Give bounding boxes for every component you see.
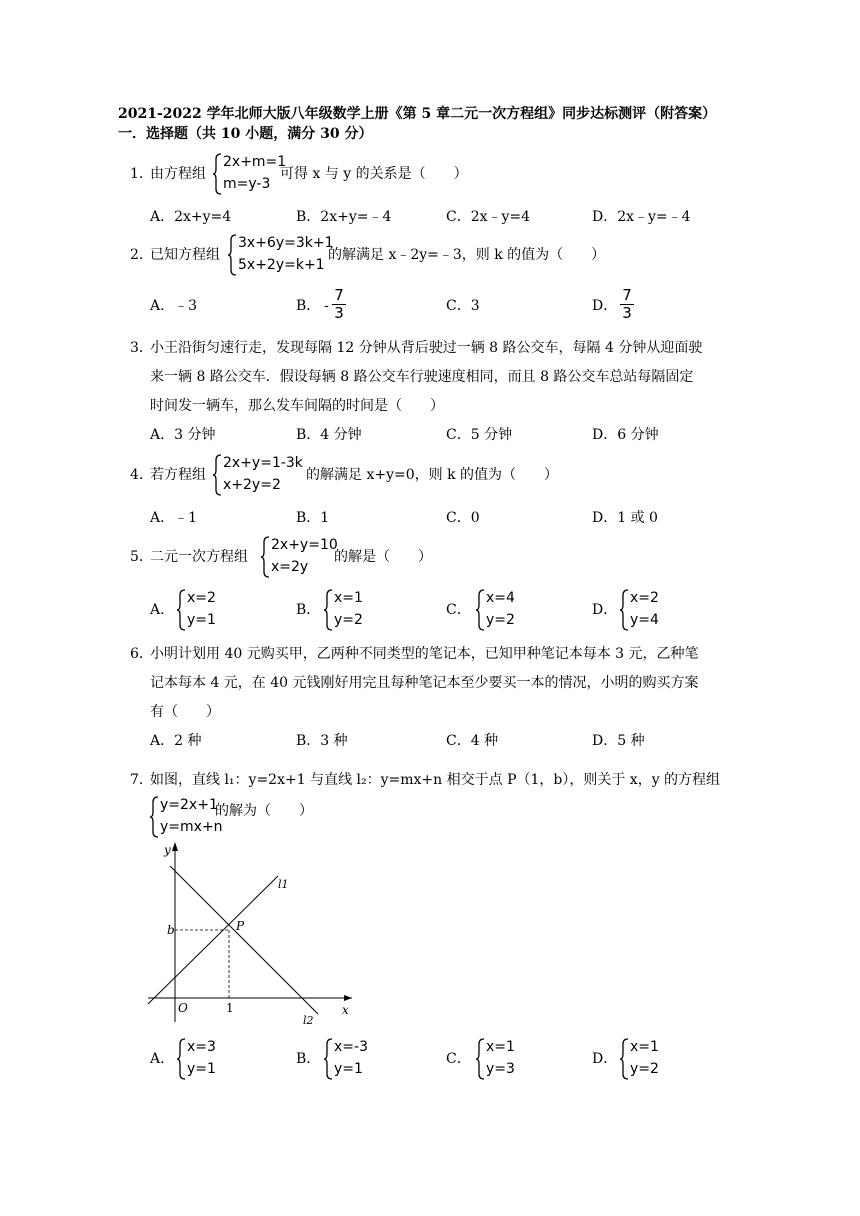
question-number: 7．	[130, 772, 153, 788]
option-c[interactable]: C．	[446, 1051, 471, 1067]
l1-label: l1	[278, 878, 289, 891]
equation-line: y=3	[486, 1061, 515, 1077]
option-c-system[interactable]	[476, 1038, 526, 1080]
question-number: 5．	[130, 549, 153, 565]
option-a[interactable]: A．2 种	[150, 733, 202, 749]
question-prefix: 若方程组	[150, 467, 206, 483]
option-c[interactable]: C．0	[446, 510, 480, 526]
question-line: 时间发一辆车，那么发车间隔的时间是（ ）	[150, 398, 444, 414]
equation-line: 2x+m=1	[223, 154, 287, 170]
equation-line: x=-3	[334, 1039, 368, 1055]
fraction-sign: -	[324, 298, 329, 314]
brace-icon	[324, 589, 334, 631]
option-a[interactable]: A．2x+y=4	[150, 209, 232, 225]
question-prefix: 由方程组	[150, 166, 206, 182]
section-heading: 一．选择题（共 10 小题，满分 30 分）	[118, 126, 373, 142]
fraction-numerator: 7	[622, 286, 632, 304]
coordinate-figure	[140, 838, 360, 1028]
equation-system	[261, 536, 336, 578]
option-b[interactable]: B．	[296, 298, 321, 314]
option-a[interactable]: A．﹣3	[150, 298, 198, 314]
option-c[interactable]: C．	[446, 602, 471, 618]
question-number: 4．	[130, 467, 153, 483]
brace-icon	[620, 1038, 630, 1080]
brace-icon	[476, 1038, 486, 1080]
equation-line: y=1	[334, 1061, 363, 1077]
equation-line: x=1	[630, 1039, 659, 1055]
option-d-system[interactable]	[620, 589, 670, 631]
option-a[interactable]: A．	[150, 602, 175, 618]
option-a[interactable]: A．﹣1	[150, 510, 198, 526]
option-c-system[interactable]	[476, 589, 526, 631]
question-suffix: 的解为（ ）	[215, 803, 313, 819]
equation-line: 2x+y=10	[271, 537, 338, 553]
equation-line: y=mx+n	[160, 819, 223, 835]
equation-line: 2x+y=1-3k	[223, 455, 303, 471]
equation-line: x=2	[187, 590, 216, 606]
option-d[interactable]: D．	[592, 298, 618, 314]
equation-line: y=2	[630, 1061, 659, 1077]
equation-line: y=1	[187, 612, 216, 628]
option-a-system[interactable]	[177, 1038, 227, 1080]
option-a-system[interactable]	[177, 589, 227, 631]
brace-icon	[261, 536, 271, 578]
fraction-b	[332, 287, 346, 322]
x-axis-arrow	[344, 995, 352, 1001]
origin-label: O	[178, 1001, 188, 1015]
line-l1	[148, 876, 278, 1004]
option-a[interactable]: A．3 分钟	[150, 427, 216, 443]
question-number: 6．	[130, 646, 153, 662]
question-line: 如图，直线 l₁：y=2x+1 与直线 l₂：y=mx+n 相交于点 P（1，b），则关于 x，y 的方程组	[150, 772, 721, 788]
question-line: 小明计划用 40 元购买甲，乙两种不同类型的笔记本，已知甲种笔记本每本 3 元，乙种笔	[150, 646, 699, 662]
y-tick-label: b	[167, 923, 175, 937]
question-suffix: 可得 x 与 y 的关系是（ ）	[280, 166, 468, 182]
l2-label: l2	[303, 1014, 314, 1027]
option-b[interactable]: B．2x+y=﹣4	[296, 209, 392, 225]
question-line: 有（ ）	[150, 704, 220, 720]
equation-line: y=1	[187, 1061, 216, 1077]
equation-line: x=1	[334, 590, 363, 606]
option-d[interactable]: D．2x﹣y=﹣4	[592, 209, 691, 225]
fraction-denominator: 3	[332, 304, 346, 322]
fraction-d	[620, 287, 634, 322]
option-d[interactable]: D．	[592, 1051, 618, 1067]
y-axis-arrow	[172, 842, 178, 851]
brace-icon	[177, 1038, 187, 1080]
equation-line: x=4	[486, 590, 515, 606]
question-prefix: 已知方程组	[150, 247, 220, 263]
brace-icon	[476, 589, 486, 631]
x-tick-label: 1	[226, 1001, 234, 1015]
fraction-numerator: 7	[334, 286, 344, 304]
brace-icon	[213, 454, 223, 496]
option-a[interactable]: A．	[150, 1051, 175, 1067]
equation-line: x+2y=2	[223, 477, 281, 493]
option-c[interactable]: C．5 分钟	[446, 427, 513, 443]
equation-system	[213, 153, 287, 195]
question-line: 记本每本 4 元，在 40 元钱刚好用完且每种笔记本至少要买一本的情况，小明的购买方案	[150, 675, 699, 691]
equation-line: 3x+6y=3k+1	[238, 235, 334, 251]
equation-line: y=2	[486, 612, 515, 628]
option-b[interactable]: B．3 种	[296, 733, 348, 749]
question-number: 3．	[130, 340, 153, 356]
equation-line: y=2	[334, 612, 363, 628]
question-line: 小王沿街匀速行走，发现每隔 12 分钟从背后驶过一辆 8 路公交车，每隔 4 分钟从迎面驶	[150, 340, 703, 356]
option-d[interactable]: D．6 分钟	[592, 427, 659, 443]
option-d-system[interactable]	[620, 1038, 670, 1080]
brace-icon	[177, 589, 187, 631]
x-axis-label: x	[342, 1003, 349, 1017]
question-suffix: 的解是（ ）	[334, 549, 432, 565]
question-number: 1．	[130, 166, 153, 182]
equation-system	[213, 454, 305, 496]
equation-line: x=2	[630, 590, 659, 606]
option-b[interactable]: B．4 分钟	[296, 427, 362, 443]
equation-system	[228, 234, 334, 276]
equation-line: m=y-3	[223, 176, 271, 192]
option-b-system[interactable]	[324, 589, 374, 631]
question-number: 2．	[130, 247, 153, 263]
option-d[interactable]: D．1 或 0	[592, 510, 658, 526]
equation-line: x=3	[187, 1039, 216, 1055]
line-l2	[170, 866, 318, 1014]
option-c[interactable]: C．3	[446, 298, 480, 314]
equation-line: 5x+2y=k+1	[238, 257, 325, 273]
point-p-label: P	[236, 919, 245, 933]
document-title: 2021-2022 学年北师大版八年级数学上册《第 5 章二元一次方程组》同步达标测评（附答案）	[118, 106, 717, 122]
option-b[interactable]: B．	[296, 602, 321, 618]
question-line: 来一辆 8 路公交车．假设每辆 8 路公交车行驶速度相同，而且 8 路公交车总站每隔固定	[150, 369, 694, 385]
equation-line: x=2y	[271, 559, 309, 575]
equation-system	[150, 796, 223, 838]
question-prefix: 二元一次方程组	[150, 549, 248, 565]
option-d[interactable]: D．	[592, 602, 618, 618]
option-d[interactable]: D．5 种	[592, 733, 645, 749]
brace-icon	[150, 796, 160, 838]
brace-icon	[228, 234, 238, 276]
option-c[interactable]: C．4 种	[446, 733, 499, 749]
option-b[interactable]: B．	[296, 1051, 321, 1067]
y-axis-label: y	[164, 843, 171, 857]
question-suffix: 的解满足 x﹣2y=﹣3，则 k 的值为（ ）	[328, 247, 606, 263]
brace-icon	[324, 1038, 334, 1080]
option-c[interactable]: C．2x﹣y=4	[446, 209, 531, 225]
fraction-denominator: 3	[620, 304, 634, 322]
option-b[interactable]: B．1	[296, 510, 330, 526]
option-b-system[interactable]	[324, 1038, 379, 1080]
brace-icon	[213, 153, 223, 195]
question-suffix: 的解满足 x+y=0，则 k 的值为（ ）	[306, 467, 559, 483]
brace-icon	[620, 589, 630, 631]
equation-line: y=4	[630, 612, 659, 628]
equation-line: y=2x+1	[160, 797, 218, 813]
equation-line: x=1	[486, 1039, 515, 1055]
